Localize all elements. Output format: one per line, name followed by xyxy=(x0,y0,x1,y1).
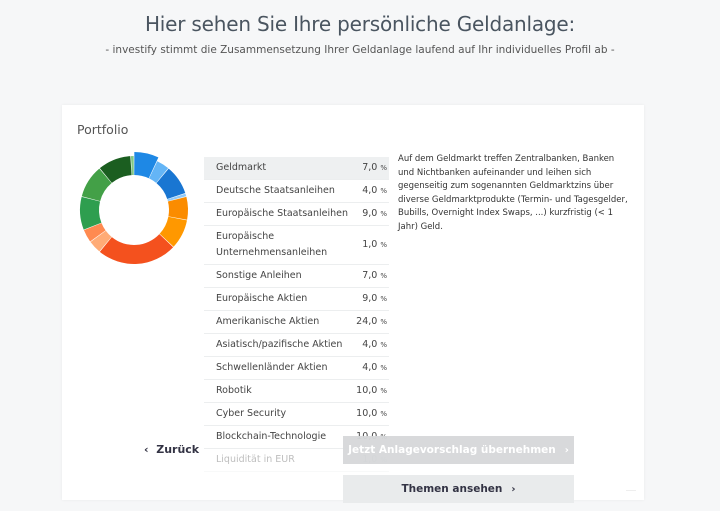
allocation-description: Auf dem Geldmarkt treffen Zentralbanken, Banken und Nichtbanken aufeinander und leihen sich gegenseitig zum sogenannten Geldmarktzins über diverse Geldmarktprodukte (Termin- und Tagesgelder, Bubills, Overnight Index Swaps, ...) kurzfristig (< 1 Jahr) Geld. xyxy=(398,154,628,232)
allocation-percent xyxy=(362,268,387,284)
allocation-label: Liquidität in EUR xyxy=(216,454,295,465)
allocation-percent xyxy=(362,206,387,222)
allocation-percent xyxy=(362,237,387,253)
allocation-row[interactable] xyxy=(204,180,389,203)
allocation-row[interactable] xyxy=(204,334,389,357)
portfolio-title: Portfolio xyxy=(77,122,129,137)
allocation-percent xyxy=(362,291,387,307)
divider xyxy=(626,490,636,491)
back-button[interactable] xyxy=(144,443,199,456)
allocation-value: 7,0 xyxy=(362,270,378,281)
accept-proposal-label: Jetzt Anlagevorschlag übernehmen xyxy=(348,444,556,456)
accept-proposal-button[interactable] xyxy=(343,436,574,464)
allocation-value: 9,0 xyxy=(362,208,378,219)
allocation-row[interactable] xyxy=(204,357,389,380)
allocation-value: 4,0 xyxy=(362,185,378,196)
allocation-percent xyxy=(362,183,387,199)
allocation-table xyxy=(204,157,389,472)
allocation-percent xyxy=(362,360,387,376)
allocation-percent xyxy=(362,337,387,353)
allocation-label: Robotik xyxy=(216,385,252,396)
view-themes-button[interactable] xyxy=(343,475,574,503)
allocation-label: Amerikanische Aktien xyxy=(216,316,320,327)
allocation-unit: % xyxy=(380,295,387,303)
portfolio-donut-chart xyxy=(76,152,192,268)
allocation-percent xyxy=(356,314,387,330)
page-title: Hier sehen Sie Ihre persönliche Geldanlage: xyxy=(144,12,576,36)
allocation-label: Sonstige Anleihen xyxy=(216,270,302,281)
allocation-percent xyxy=(362,160,387,176)
allocation-label: Cyber Security xyxy=(216,408,287,419)
allocation-unit: % xyxy=(380,318,387,326)
allocation-row[interactable] xyxy=(204,403,389,426)
allocation-percent xyxy=(356,406,387,422)
allocation-row[interactable] xyxy=(204,203,389,226)
allocation-value: 9,0 xyxy=(362,293,378,304)
allocation-value: 4,0 xyxy=(362,339,378,350)
page-subtitle: - investify stimmt die Zusammensetzung Ihrer Geldanlage laufend auf Ihr individuelles Profil ab - xyxy=(105,44,615,56)
allocation-label: Asiatisch/pazifische Aktien xyxy=(216,339,343,350)
allocation-row[interactable] xyxy=(204,288,389,311)
allocation-value: 1,0 xyxy=(362,239,378,250)
allocation-label: Schwellenländer Aktien xyxy=(216,362,328,373)
allocation-unit: % xyxy=(380,364,387,372)
view-themes-label: Themen ansehen xyxy=(401,483,503,495)
chevron-right-icon: › xyxy=(564,444,569,456)
allocation-label: Geldmarkt xyxy=(216,162,267,173)
allocation-row[interactable] xyxy=(204,226,389,265)
chevron-left-icon: ‹ xyxy=(144,443,149,456)
allocation-unit: % xyxy=(380,272,387,280)
allocation-value: 24,0 xyxy=(356,316,378,327)
allocation-label: Europäische Unternehmensanleihen xyxy=(216,231,328,258)
allocation-value: 7,0 xyxy=(362,162,378,173)
allocation-row[interactable] xyxy=(204,157,389,180)
allocation-unit: % xyxy=(380,187,387,195)
allocation-label: Europäische Staatsanleihen xyxy=(216,208,349,219)
allocation-label: Deutsche Staatsanleihen xyxy=(216,185,335,196)
back-button-label: Zurück xyxy=(156,443,200,456)
allocation-unit: % xyxy=(380,341,387,349)
allocation-percent xyxy=(356,383,387,399)
chevron-right-icon: › xyxy=(511,483,516,495)
allocation-unit: % xyxy=(380,164,387,172)
donut-slice[interactable] xyxy=(168,197,188,220)
allocation-value: 10,0 xyxy=(356,385,378,396)
allocation-label: Europäische Aktien xyxy=(216,293,308,304)
allocation-row[interactable] xyxy=(204,311,389,334)
allocation-label: Blockchain-Technologie xyxy=(216,431,327,442)
allocation-unit: % xyxy=(380,387,387,395)
allocation-unit: % xyxy=(380,241,387,249)
donut-slice[interactable] xyxy=(100,234,173,264)
allocation-row[interactable] xyxy=(204,265,389,288)
allocation-row[interactable] xyxy=(204,380,389,403)
allocation-value: 10,0 xyxy=(356,408,378,419)
allocation-unit: % xyxy=(380,210,387,218)
allocation-unit: % xyxy=(380,410,387,418)
allocation-value: 4,0 xyxy=(362,362,378,373)
